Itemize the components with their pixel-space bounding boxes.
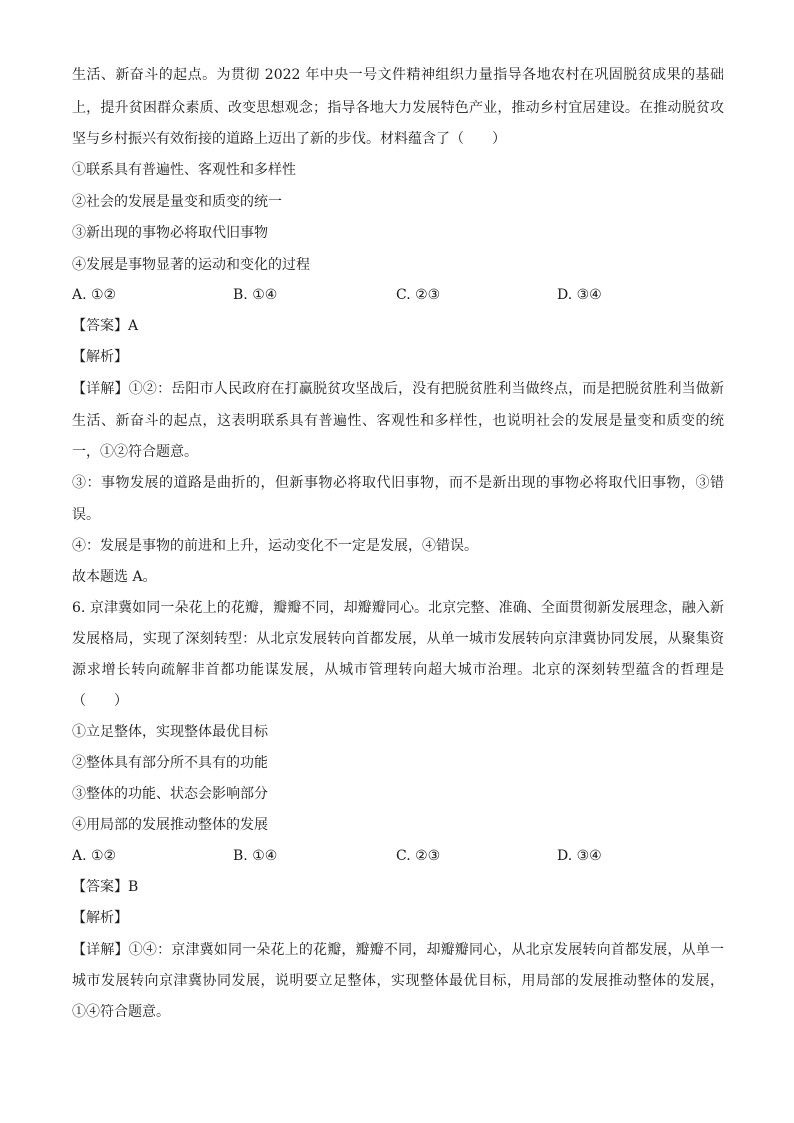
q6-stem-line: 发展格局，实现了深刻转型：从北京发展转向首都发展，从单一城市发展转向京津冀协同发展，从聚集资 xyxy=(72,631,724,647)
q5-choice-item: ③新出现的事物必将取代旧事物 xyxy=(72,225,268,241)
q5-analysis-line: ③：事物发展的道路是曲折的，但新事物必将取代旧事物，而不是新出现的事物必将取代旧事物，③错 xyxy=(72,475,724,491)
q6-choice-item: ②整体具有部分所不具有的功能 xyxy=(72,755,268,771)
q6-analysis-line: 城市发展转向京津冀协同发展，说明要立足整体，实现整体最优目标，用局部的发展推动整体的发展， xyxy=(72,973,724,989)
q5-analysis-line: 误。 xyxy=(72,507,100,523)
q6-choice-item: ①立足整体，实现整体最优目标 xyxy=(72,724,268,740)
q6-option-c: C. ②③ xyxy=(396,848,441,864)
q6-choice-item: ③整体的功能、状态会影响部分 xyxy=(72,786,268,802)
q6-option-a: A. ①② xyxy=(72,848,117,864)
q5-analysis-label: 【解析】 xyxy=(72,349,128,365)
q6-stem-line: 6. 京津冀如同一朵花上的花瓣，瓣瓣不同，却瓣瓣同心。北京完整、准确、全面贯彻新发展理念，融入新 xyxy=(72,600,724,616)
q6-choice-item: ④用局部的发展推动整体的发展 xyxy=(72,817,268,833)
q5-analysis-line: 【详解】①②：岳阳市人民政府在打赢脱贫攻坚战后，没有把脱贫胜利当做终点，而是把脱贫胜利当做新 xyxy=(72,381,724,397)
q6-option-b: B. ①④ xyxy=(233,848,278,864)
q5-stem-line: 生活、新奋斗的起点。为贯彻 2022 年中央一号文件精神组织力量指导各地农村在巩固脱贫成果的基础 xyxy=(72,67,724,83)
q5-option-c: C. ②③ xyxy=(396,287,441,303)
q5-option-b: B. ①④ xyxy=(233,287,278,303)
q5-analysis-line: 生活、新奋斗的起点，这表明联系具有普遍性、客观性和多样性，也说明社会的发展是量变和质变的统 xyxy=(72,413,724,429)
q6-stem-line: 源求增长转向疏解非首都功能谋发展，从城市管理转向超大城市治理。北京的深刻转型蕴含的哲理是 xyxy=(72,662,724,678)
q5-choice-item: ①联系具有普遍性、客观性和多样性 xyxy=(72,162,296,178)
q5-option-d: D. ③④ xyxy=(557,287,602,303)
q5-analysis-line: 一，①②符合题意。 xyxy=(72,444,198,460)
q6-analysis-line: 【详解】①④：京津冀如同一朵花上的花瓣，瓣瓣不同，却瓣瓣同心，从北京发展转向首都发展，从单一 xyxy=(72,942,724,958)
q5-choice-item: ②社会的发展是量变和质变的统一 xyxy=(72,194,282,210)
q5-choice-item: ④发展是事物显著的运动和变化的过程 xyxy=(72,257,310,273)
q5-answer: 【答案】A xyxy=(72,318,139,334)
q5-option-a: A. ①② xyxy=(72,287,117,303)
q6-analysis-line: ①④符合题意。 xyxy=(72,1004,170,1020)
q6-stem-line: （ ） xyxy=(72,693,128,709)
q5-analysis-line: ④：发展是事物的前进和上升，运动变化不一定是发展，④错误。 xyxy=(72,538,478,554)
q5-analysis-line: 故本题选 A。 xyxy=(72,569,157,585)
q6-answer: 【答案】B xyxy=(72,879,139,895)
q6-option-d: D. ③④ xyxy=(557,848,602,864)
q5-stem-line: 坚与乡村振兴有效衔接的道路上迈出了新的步伐。材料蕴含了（ ） xyxy=(72,131,506,147)
q6-analysis-label: 【解析】 xyxy=(72,910,128,926)
q5-stem-line: 上，提升贫困群众素质、改变思想观念；指导各地大力发展特色产业，推动乡村宜居建设。在推动脱贫攻 xyxy=(72,100,724,116)
